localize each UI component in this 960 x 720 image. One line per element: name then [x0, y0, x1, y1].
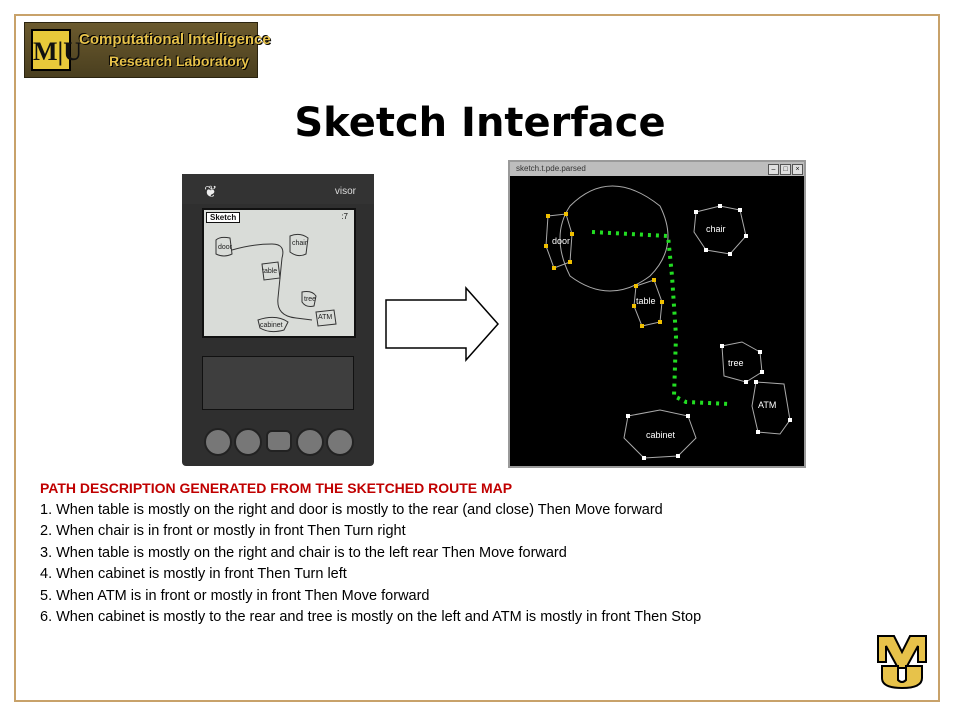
window-title: sketch.t.pde.parsed — [516, 164, 586, 173]
description-heading: PATH DESCRIPTION GENERATED FROM THE SKETCHED ROUTE MAP — [40, 480, 513, 496]
pda-device-photo — [182, 174, 374, 466]
pda-button-3 — [296, 428, 324, 456]
maximize-icon: □ — [780, 164, 791, 175]
route-path — [592, 232, 730, 404]
description-line: 2. When chair is in front or mostly in front Then Turn right — [40, 523, 406, 539]
pda-label: table — [262, 268, 278, 275]
parsed-sketch-window — [508, 160, 806, 468]
parsed-sketch-canvas — [510, 176, 804, 466]
logo-line-1: Computational Intelligence — [79, 31, 271, 48]
vertex-markers — [544, 212, 664, 328]
description-line: 3. When table is mostly on the right and chair is to the left rear Then Move forward — [40, 544, 567, 561]
logo-line-2: Research Laboratory — [109, 53, 250, 69]
graffiti-area — [202, 356, 354, 410]
minimize-icon: – — [768, 164, 779, 175]
slide-title: Sketch Interface — [294, 100, 666, 146]
white-vertex-markers — [626, 204, 792, 460]
right-arrow-icon — [384, 286, 502, 362]
pda-button-2 — [234, 428, 262, 456]
description-line: 6. When cabinet is mostly to the rear and tree is mostly on the left and ATM is mostly in front Then Stop — [40, 609, 702, 625]
parsed-label-chair: chair — [706, 224, 726, 234]
mu-logo-mark: M|U — [31, 29, 71, 71]
description-line: 5. When ATM is in front or mostly in front Then Move forward — [40, 587, 430, 604]
pda-screen — [202, 208, 356, 338]
mu-corner-logo — [876, 632, 928, 690]
pda-top-bar — [182, 174, 374, 204]
pda-brand: visor — [334, 186, 356, 197]
pda-scroll-button — [266, 430, 292, 452]
pda-button-1 — [204, 428, 232, 456]
parsed-label-cabinet: cabinet — [646, 430, 676, 440]
pda-buttons — [182, 414, 374, 464]
pda-label: chair — [292, 240, 308, 247]
close-icon: × — [792, 164, 803, 175]
path-description — [40, 478, 920, 629]
parsed-label-tree: tree — [728, 358, 744, 368]
range-circle — [560, 186, 668, 291]
pda-label: tree — [304, 296, 317, 303]
lab-logo — [24, 22, 271, 78]
pda-label: ATM — [318, 314, 333, 321]
pda-label: cabinet — [260, 322, 283, 329]
window-titlebar — [510, 162, 804, 176]
parsed-label-atm: ATM — [758, 400, 777, 410]
pda-time: :7 — [341, 212, 348, 221]
palm-leaf-icon: ❦ — [204, 184, 218, 201]
description-line: 1. When table is mostly on the right and door is mostly to the rear (and close) Then Move forward — [40, 501, 663, 518]
parsed-label-door: door — [552, 236, 571, 246]
parsed-label-table: table — [636, 296, 656, 306]
pda-button-4 — [326, 428, 354, 456]
pda-app-tab: Sketch — [206, 212, 240, 223]
description-line: 4. When cabinet is mostly in front Then Turn left — [40, 566, 347, 582]
pda-label: door — [218, 244, 233, 251]
